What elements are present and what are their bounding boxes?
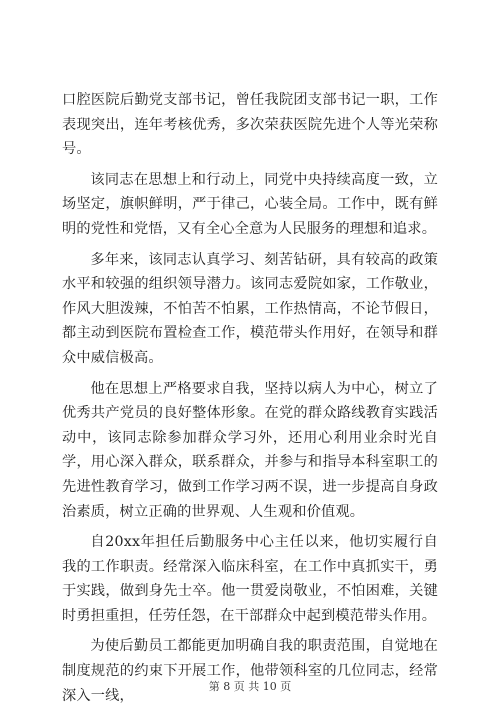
paragraph-5: 自20xx年担任后勤服务中心主任以来，他切实履行自我的工作职责。经常深入临床科室，在工作中真抓实干，勇于实践，做到身先士卒。他一贯爱岗敬业，不怕困难，关键时勇担重担，任劳任怨，在干部群众中起到模范带头作用。 [62,534,438,624]
paragraph-2: 该同志在思想上和行动上，同党中央持续高度一致，立场坚定，旗帜鲜明，严于律己，心装全局。工作中，既有鲜明的党性和党悟，又有全心全意为人民服务的理想和追求。 [62,171,438,237]
paragraph-1: 口腔医院后勤党支部书记，曾任我院团支部书记一职，工作表现突出，连年考核优秀，多次荣获医院先进个人等光荣称号。 [62,92,438,158]
paragraph-6: 为使后勤员工都能更加明确自我的职责范围，自觉地在制度规范的约束下开展工作，他带领科室的几位同志，经常深入一线， [62,638,438,704]
page-number-footer: 第 8 页 共 10 页 [208,680,292,693]
paragraph-3: 多年来，该同志认真学习、刻苦钻研，具有较高的政策水平和较强的组织领导潜力。该同志爱院如家，工作敬业，作风大胆泼辣，不怕苦不怕累，工作热情高，不论节假日，都主动到医院布置检查工作，模范带头作用好，在领导和群众中威信极高。 [62,251,438,366]
document-body [62,88,438,714]
paragraph-4: 他在思想上严格要求自我，坚持以病人为中心，树立了优秀共产党员的良好整体形象。在党的群众路线教育实践活动中，该同志除参加群众学习外，还用心利用业余时光自学，用心深入群众，联系群众，并参与和指导本科室职工的先进性教育学习，做到工作学习两不误，进一步提高自身政治素质，树立正确的世界观、人生观和价值观。 [62,380,438,520]
